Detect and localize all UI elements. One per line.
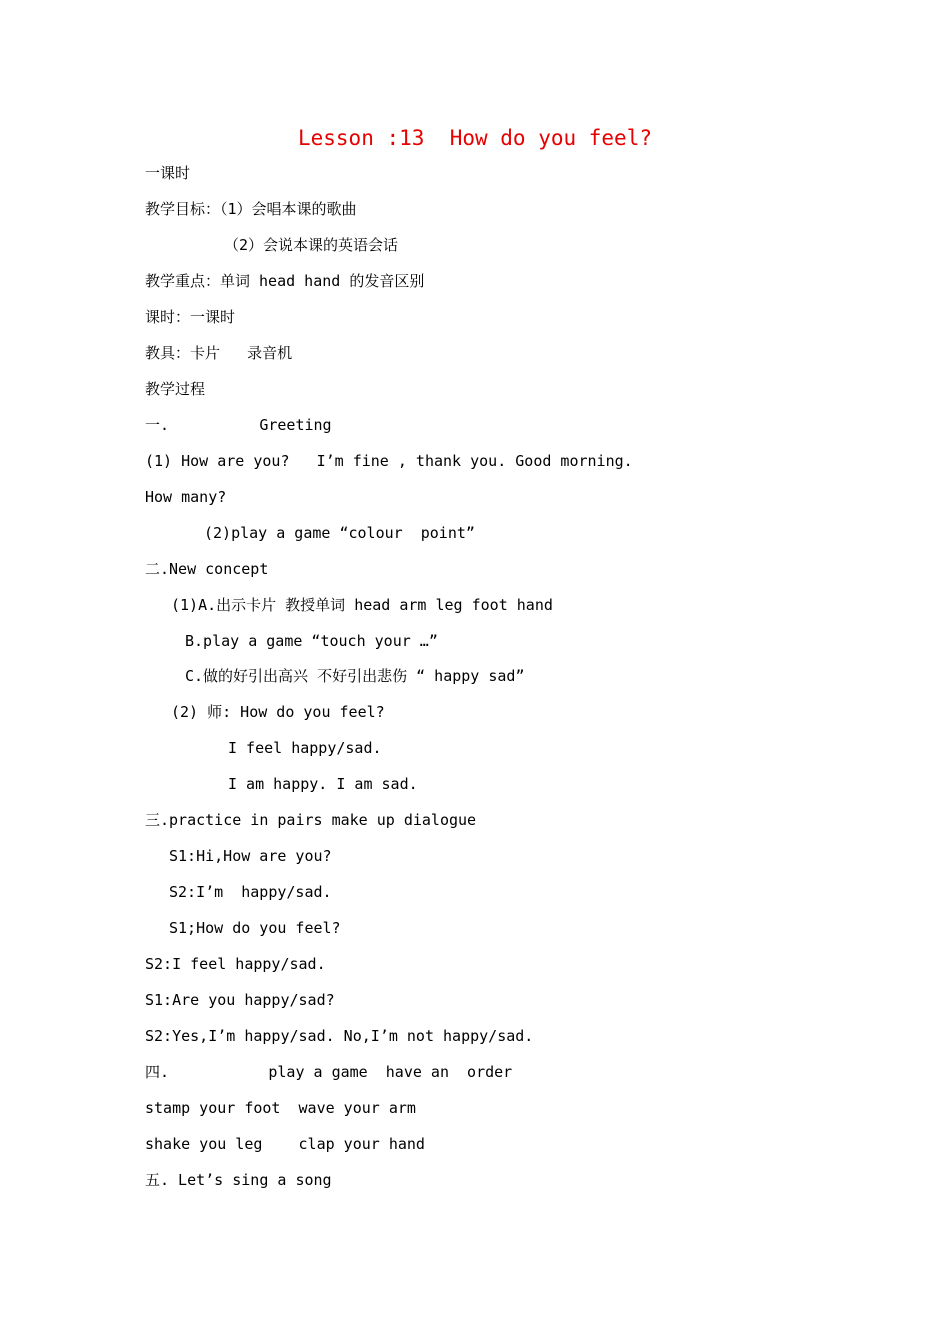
- text-line: 教学过程: [145, 380, 206, 398]
- text-line: 教学目标：（1）会唱本课的歌曲: [145, 200, 357, 218]
- section-heading: 三.practice in pairs make up dialogue: [145, 811, 477, 829]
- text-line: C.做的好引出高兴 不好引出悲伤 “ happy sad”: [185, 667, 525, 685]
- section-heading: 五. Let’s sing a song: [145, 1171, 332, 1189]
- dialogue-line: S2:I feel happy/sad.: [145, 955, 326, 973]
- text-line: stamp your foot wave your arm: [145, 1099, 416, 1117]
- text-line: (1) How are you? I’m fine , thank you. Good morning.: [145, 452, 633, 470]
- lesson-title: Lesson :13 How do you feel?: [297, 126, 652, 150]
- dialogue-line: S2:I’m happy/sad.: [169, 883, 332, 901]
- dialogue-line: S2:Yes,I’m happy/sad. No,I’m not happy/sad.: [145, 1027, 534, 1045]
- text-line: How many?: [145, 488, 227, 506]
- section-heading: 四. play a game have an order: [145, 1063, 513, 1081]
- text-line: 教学重点：单词 head hand 的发音区别: [145, 272, 425, 290]
- dialogue-line: S1;How do you feel?: [169, 919, 341, 937]
- dialogue-line: S1:Are you happy/sad?: [145, 991, 335, 1009]
- text-line: 一课时: [145, 164, 191, 182]
- dialogue-line: S1:Hi,How are you?: [169, 847, 332, 865]
- text-line: 课时：一课时: [145, 308, 236, 326]
- text-line: shake you leg clap your hand: [145, 1135, 425, 1153]
- text-line: （2）会说本课的英语会话: [224, 236, 399, 254]
- text-line: I am happy. I am sad.: [228, 775, 418, 793]
- section-heading: 二.New concept: [145, 560, 269, 578]
- text-line: (2) 师: How do you feel?: [171, 703, 385, 721]
- text-line: (2)play a game “colour point”: [204, 524, 475, 542]
- text-line: 教具：卡片 录音机: [145, 344, 293, 362]
- text-line: B.play a game “touch your …”: [185, 632, 438, 650]
- text-line: (1)A.出示卡片 教授单词 head arm leg foot hand: [171, 596, 553, 614]
- section-heading: 一. Greeting: [145, 416, 332, 434]
- text-line: I feel happy/sad.: [228, 739, 382, 757]
